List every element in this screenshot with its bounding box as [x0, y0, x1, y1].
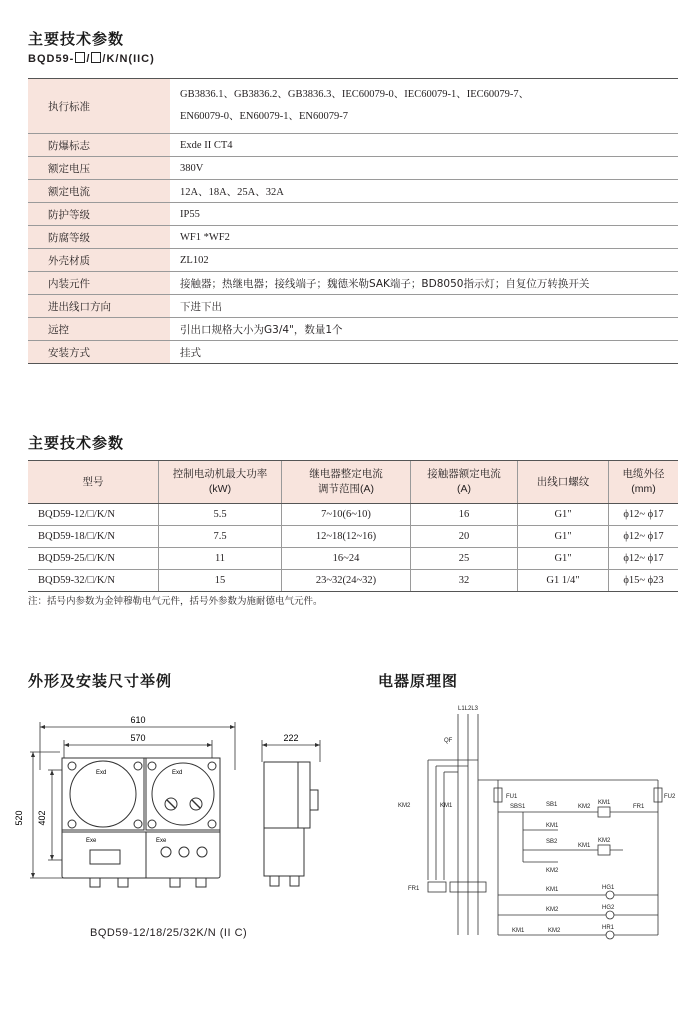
cell-power: 5.5 [159, 504, 282, 526]
spec-label: 远控 [28, 318, 170, 341]
cell-thread: G1" [518, 548, 609, 570]
label-km1-hr1: KM1 [512, 928, 525, 934]
section-title-dimensions: 外形及安装尺寸举例 [28, 673, 173, 690]
label-sb2: SB2 [546, 839, 558, 845]
label-fu1: FU1 [506, 794, 518, 800]
dim-570: 570 [130, 733, 146, 743]
table-row [28, 548, 678, 570]
spec-row [28, 79, 678, 134]
model-table [28, 460, 678, 592]
dim-222: 222 [283, 733, 299, 743]
col-header-line: (A) [457, 483, 471, 495]
cell-power: 7.5 [159, 526, 282, 548]
label-km2-hr1: KM2 [548, 928, 561, 934]
spec-row [28, 272, 678, 295]
spec-value: 380V [170, 157, 678, 180]
col-header [159, 461, 282, 504]
cell-relay-range: 12~18(12~16) [282, 526, 411, 548]
model-suffix: /K/N(IIC) [102, 53, 155, 65]
spec-value: Exde II CT4 [170, 134, 678, 157]
label-exe-2: Exe [156, 838, 167, 844]
model-table-header [28, 461, 678, 504]
cell-cable-od: ϕ12~ ϕ17 [609, 504, 679, 526]
spec-value: 接触器；热继电器；接线端子；魏德米勒SAK端子；BD8050指示灯；自复位万转换开关 [170, 272, 678, 295]
spec-row [28, 226, 678, 249]
label-km1-main: KM1 [440, 803, 453, 809]
col-header-line: 继电器整定电流 [309, 468, 383, 480]
col-header [411, 461, 518, 504]
cell-power: 15 [159, 570, 282, 592]
model-prefix: BQD59- [28, 53, 75, 65]
col-header-line: (kW) [208, 483, 232, 495]
model-separator: / [86, 53, 91, 65]
label-hg2: HG2 [602, 905, 615, 911]
spec-label: 额定电流 [28, 180, 170, 203]
col-header-line: 电缆外径 [622, 468, 665, 480]
col-header-line: 调节范围(A) [318, 483, 374, 495]
col-header-line: 型号 [82, 475, 104, 488]
spec-value: ZL102 [170, 249, 678, 272]
col-header [282, 461, 411, 504]
dim-610: 610 [130, 715, 146, 725]
section-title-specs: 主要技术参数 [28, 31, 125, 48]
spec-label: 安装方式 [28, 341, 170, 364]
enclosure-side [264, 762, 318, 886]
spec-value: 引出口规格大小为G3/4"，数量1个 [170, 318, 678, 341]
cell-thread: G1" [518, 526, 609, 548]
spec-table [28, 78, 678, 364]
spec-label: 防爆标志 [28, 134, 170, 157]
spec-label: 额定电压 [28, 157, 170, 180]
col-header-line: (mm) [631, 483, 656, 495]
cell-thread: G1" [518, 504, 609, 526]
label-sbs1: SBS1 [510, 804, 526, 810]
col-header [28, 461, 159, 504]
table-row [28, 504, 678, 526]
section-title-circuit: 电器原理图 [378, 673, 459, 690]
spec-value: 12A、18A、25A、32A [170, 180, 678, 203]
cell-contactor-current: 16 [411, 504, 518, 526]
label-km2-hg2: KM2 [546, 907, 559, 913]
section-title-model-params: 主要技术参数 [28, 435, 125, 452]
cell-relay-range: 7~10(6~10) [282, 504, 411, 526]
dimension-drawing [0, 700, 360, 930]
label-phases: L1L2L3 [458, 706, 479, 712]
dim-520: 520 [14, 810, 24, 826]
spec-value-line: EN60079-0、EN60079-1、EN60079-7 [180, 111, 348, 122]
label-qf: QF [444, 738, 453, 744]
spec-row [28, 318, 678, 341]
footnote: 注：括号内参数为金钟穆勒电气元件，括号外参数为施耐德电气元件。 [28, 596, 323, 607]
table-row [28, 570, 678, 592]
spec-label: 防护等级 [28, 203, 170, 226]
label-km2-coil: KM2 [598, 838, 611, 844]
spec-row [28, 341, 678, 364]
spec-label: 进出线口方向 [28, 295, 170, 318]
spec-row [28, 295, 678, 318]
label-exd-1: Exd [96, 770, 107, 776]
spec-value: WF1 *WF2 [170, 226, 678, 249]
label-fu2: FU2 [664, 794, 676, 800]
spec-value [170, 79, 678, 134]
label-km2-a: KM2 [578, 804, 591, 810]
col-header [518, 461, 609, 504]
label-km1-coil: KM1 [598, 800, 611, 806]
spec-value: 下进下出 [170, 295, 678, 318]
spec-row [28, 180, 678, 203]
label-exd-2: Exd [172, 770, 183, 776]
label-fr1-bottom: FR1 [408, 886, 420, 892]
model-code [28, 52, 155, 65]
label-km1-hg1: KM1 [546, 887, 559, 893]
spec-row [28, 249, 678, 272]
dim-402: 402 [37, 810, 47, 826]
cell-model: BQD59-12/□/K/N [28, 504, 159, 526]
label-km2-d: KM2 [546, 868, 559, 874]
label-km1-b: KM1 [546, 823, 559, 829]
spec-row [28, 134, 678, 157]
cell-contactor-current: 25 [411, 548, 518, 570]
cell-relay-range: 23~32(24~32) [282, 570, 411, 592]
cell-contactor-current: 32 [411, 570, 518, 592]
label-hg1: HG1 [602, 885, 615, 891]
label-exe-1: Exe [86, 838, 97, 844]
label-km2-main: KM2 [398, 803, 411, 809]
placeholder-box [75, 52, 85, 63]
placeholder-box [91, 52, 101, 63]
col-header-line: 出线口螺纹 [536, 475, 590, 488]
table-row [28, 526, 678, 548]
col-header [609, 461, 679, 504]
cell-power: 11 [159, 548, 282, 570]
label-sb1: SB1 [546, 802, 558, 808]
spec-label: 外壳材质 [28, 249, 170, 272]
col-header-line: 接触器额定电流 [427, 468, 501, 480]
spec-value: IP55 [170, 203, 678, 226]
label-hr1: HR1 [602, 925, 615, 931]
spec-value-line: GB3836.1、GB3836.2、GB3836.3、IEC60079-0、IEC60079-1、IEC60079-7、 [180, 89, 530, 100]
cell-cable-od: ϕ12~ ϕ17 [609, 548, 679, 570]
spec-label: 执行标准 [28, 79, 170, 134]
cell-relay-range: 16~24 [282, 548, 411, 570]
cell-model: BQD59-32/□/K/N [28, 570, 159, 592]
col-header-line: 控制电动机最大功率 [172, 468, 268, 480]
cell-cable-od: ϕ15~ ϕ23 [609, 570, 679, 592]
label-fr1-top: FR1 [633, 804, 645, 810]
cell-model: BQD59-25/□/K/N [28, 548, 159, 570]
circuit-diagram [388, 700, 688, 950]
spec-label: 内装元件 [28, 272, 170, 295]
spec-label: 防腐等级 [28, 226, 170, 249]
cell-model: BQD59-18/□/K/N [28, 526, 159, 548]
spec-value: 挂式 [170, 341, 678, 364]
cell-contactor-current: 20 [411, 526, 518, 548]
spec-row [28, 157, 678, 180]
cell-cable-od: ϕ12~ ϕ17 [609, 526, 679, 548]
drawing-caption: BQD59-12/18/25/32K/N (II C) [90, 927, 248, 939]
enclosure-front [62, 758, 220, 887]
cell-thread: G1 1/4" [518, 570, 609, 592]
label-km1-c: KM1 [578, 843, 591, 849]
spec-row [28, 203, 678, 226]
